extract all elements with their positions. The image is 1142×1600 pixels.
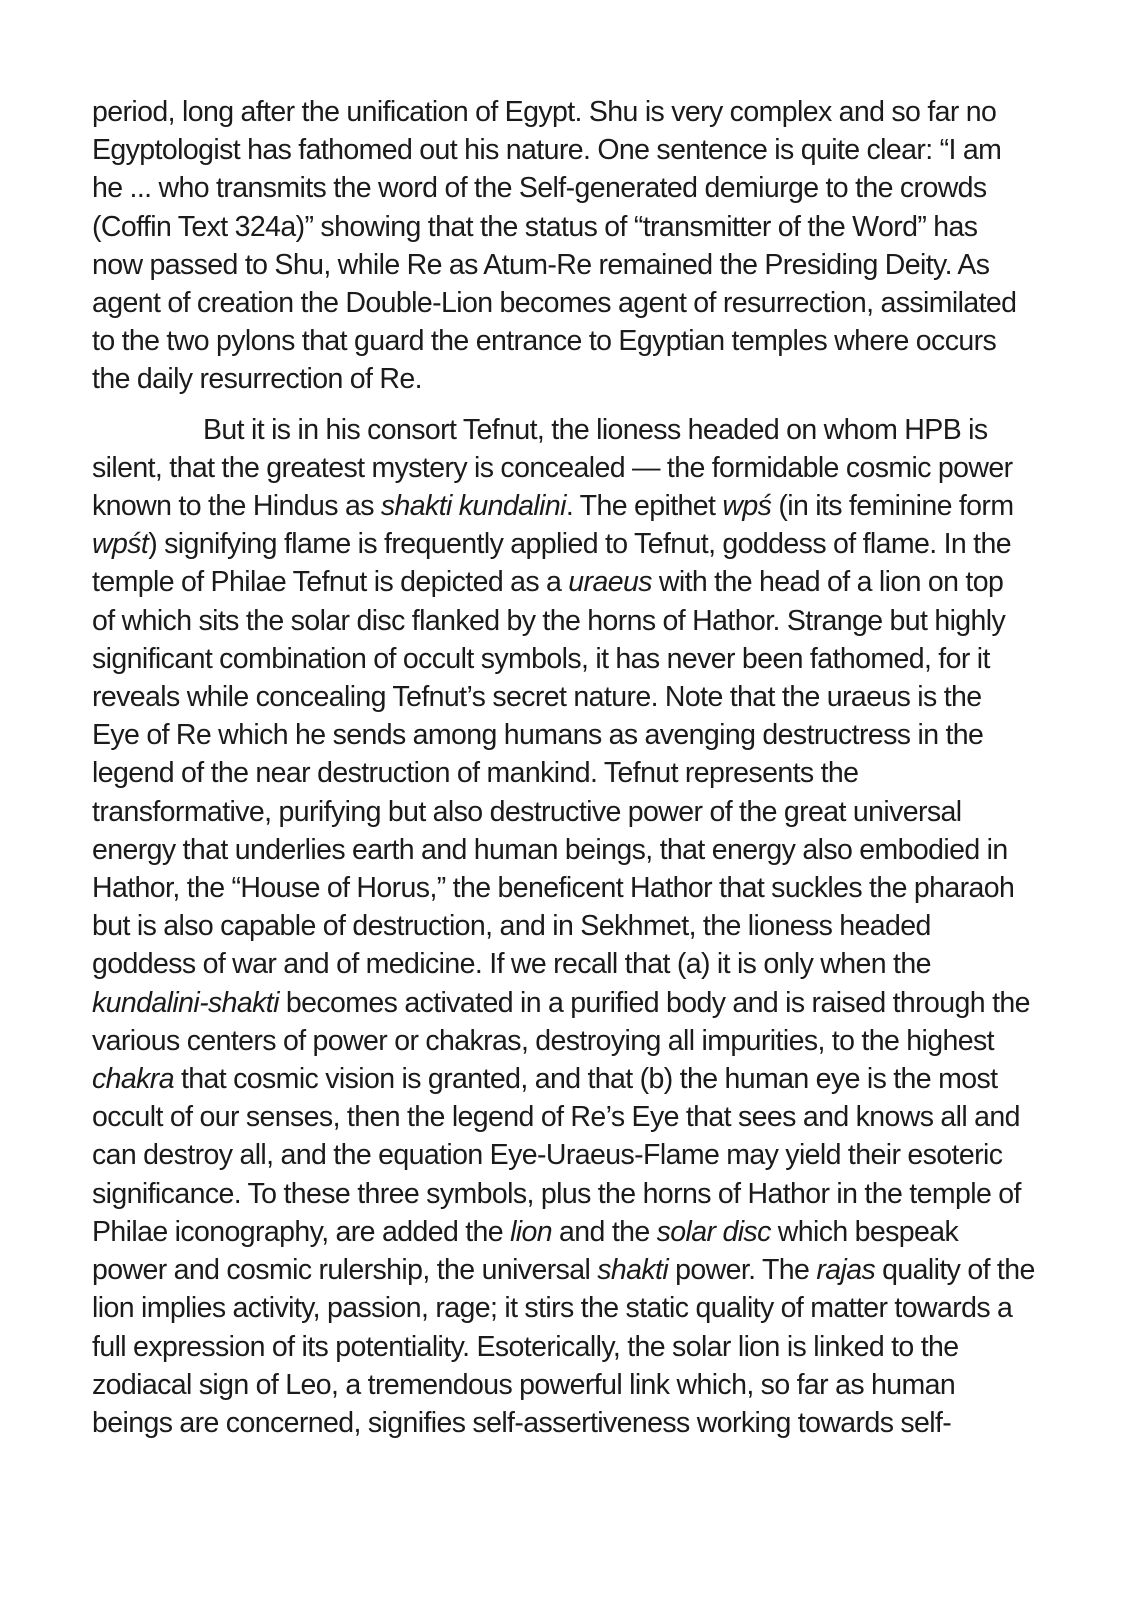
text-segment: significant combination of occult symbols, it has never been fathomed, for it — [92, 642, 990, 675]
text-line: period, long after the unification of Egypt. Shu is very complex and so far no — [92, 96, 997, 128]
text-line — [92, 563, 1052, 601]
text-segment: beings are concerned, signifies self-assertiveness working towards self- — [92, 1406, 952, 1439]
text-line — [92, 1328, 1052, 1366]
italic-term: wpś — [722, 490, 772, 523]
text-segment: significance. To these three symbols, plus the horns of Hathor in the temple of — [92, 1177, 1021, 1210]
text-segment: zodiacal sign of Leo, a tremendous powerful link which, so far as human — [92, 1368, 956, 1401]
text-segment: goddess of war and of medicine. If we recall that (a) it is only when the — [92, 948, 931, 981]
text-segment: quality of the — [875, 1254, 1035, 1287]
text-line — [92, 525, 1052, 563]
text-line — [92, 716, 1052, 754]
italic-term: chakra — [92, 1063, 174, 1096]
text-line — [92, 602, 1052, 640]
text-line — [92, 831, 1052, 869]
text-line: (Coffin Text 324a)” showing that the status of “transmitter of the Word” has — [92, 210, 978, 243]
text-line: Egyptologist has fathomed out his nature. One sentence is quite clear: “I am — [92, 134, 1002, 167]
paragraph-1 — [92, 93, 1052, 399]
paragraph-2 — [92, 411, 1052, 1442]
text-line — [92, 1213, 1052, 1251]
text-segment: occult of our senses, then the legend of Re’s Eye that sees and knows all and — [92, 1101, 1020, 1134]
text-segment: of which sits the solar disc flanked by the horns of Hathor. Strange but highly — [92, 604, 1006, 637]
text-line: he ... who transmits the word of the Self-generated demiurge to the crowds — [92, 172, 987, 205]
italic-term: lion — [510, 1215, 553, 1248]
text-segment: Eye of Re which he sends among humans as avenging destructress in the — [92, 719, 984, 752]
text-line — [92, 869, 1052, 907]
text-line — [92, 793, 1052, 831]
text-line — [92, 945, 1052, 983]
text-line — [92, 1366, 1052, 1404]
text-line: to the two pylons that guard the entrance to Egyptian temples where occurs — [92, 325, 997, 358]
text-line — [92, 754, 1052, 792]
text-line — [92, 907, 1052, 945]
text-line — [92, 449, 1052, 487]
text-line — [92, 640, 1052, 678]
text-line — [92, 1022, 1052, 1060]
text-line — [92, 984, 1052, 1022]
italic-term: uraeus — [568, 566, 652, 599]
text-line: now passed to Shu, while Re as Atum-Re remained the Presiding Deity. As — [92, 248, 990, 281]
text-segment: energy that underlies earth and human beings, that energy also embodied in — [92, 833, 1008, 866]
text-line — [92, 411, 1052, 449]
text-line — [92, 1289, 1052, 1327]
text-segment: full expression of its potentiality. Esoterically, the solar lion is linked to the — [92, 1330, 959, 1363]
text-segment: becomes activated in a purified body and is raised through the — [278, 986, 1030, 1019]
text-segment: and the — [552, 1215, 657, 1248]
italic-term: kundalini-shakti — [92, 986, 279, 1019]
text-segment: power. The — [668, 1254, 817, 1287]
text-line — [92, 1136, 1052, 1174]
text-segment: but is also capable of destruction, and in Sekhmet, the lioness headed — [92, 910, 931, 943]
text-segment: Philae iconography, are added the — [92, 1215, 511, 1248]
text-line — [92, 1060, 1052, 1098]
text-segment: . The epithet — [565, 490, 723, 523]
text-line — [92, 487, 1052, 525]
text-segment: reveals while concealing Tefnut’s secret nature. Note that the uraeus is the — [92, 681, 982, 714]
text-segment: lion implies activity, passion, rage; it stirs the static quality of matter towards a — [92, 1292, 1013, 1325]
text-segment: temple of Philae Tefnut is depicted as a — [92, 566, 569, 599]
italic-term: shakti — [597, 1254, 669, 1287]
italic-term: solar disc — [656, 1215, 771, 1248]
text-segment: which bespeak — [770, 1215, 959, 1248]
text-segment: with the head of a lion on top — [651, 566, 1004, 599]
text-line — [92, 1404, 1052, 1442]
text-segment: (in its feminine form — [771, 490, 1014, 523]
text-line — [92, 1098, 1052, 1136]
text-segment: transformative, purifying but also destructive power of the great universal — [92, 795, 962, 828]
text-line — [92, 678, 1052, 716]
text-segment: power and cosmic rulership, the universal — [92, 1254, 598, 1287]
text-line — [92, 1175, 1052, 1213]
text-segment: that cosmic vision is granted, and that (b) the human eye is the most — [173, 1063, 998, 1096]
text-segment: But it is in his consort Tefnut, the lioness headed on whom HPB is — [203, 413, 988, 446]
text-segment: various centers of power or chakras, destroying all impurities, to the highest — [92, 1024, 994, 1057]
text-segment: can destroy all, and the equation Eye-Uraeus-Flame may yield their esoteric — [92, 1139, 1003, 1172]
text-segment: ) signifying flame is frequently applied to Tefnut, goddess of flame. In the — [148, 528, 1012, 561]
text-line: agent of creation the Double-Lion becomes agent of resurrection, assimilated — [92, 287, 1017, 320]
text-line — [92, 1251, 1052, 1289]
text-segment: Hathor, the “House of Horus,” the beneficent Hathor that suckles the pharaoh — [92, 872, 1015, 905]
text-segment: known to the Hindus as — [92, 490, 381, 523]
document-page — [92, 93, 1052, 1442]
italic-term: shakti kundalini — [380, 490, 566, 523]
italic-term: wpśt — [92, 528, 149, 561]
italic-term: rajas — [816, 1254, 876, 1287]
text-segment: silent, that the greatest mystery is concealed — the formidable cosmic power — [92, 451, 1013, 484]
text-line: the daily resurrection of Re. — [92, 363, 422, 396]
text-segment: legend of the near destruction of mankind. Tefnut represents the — [92, 757, 859, 790]
